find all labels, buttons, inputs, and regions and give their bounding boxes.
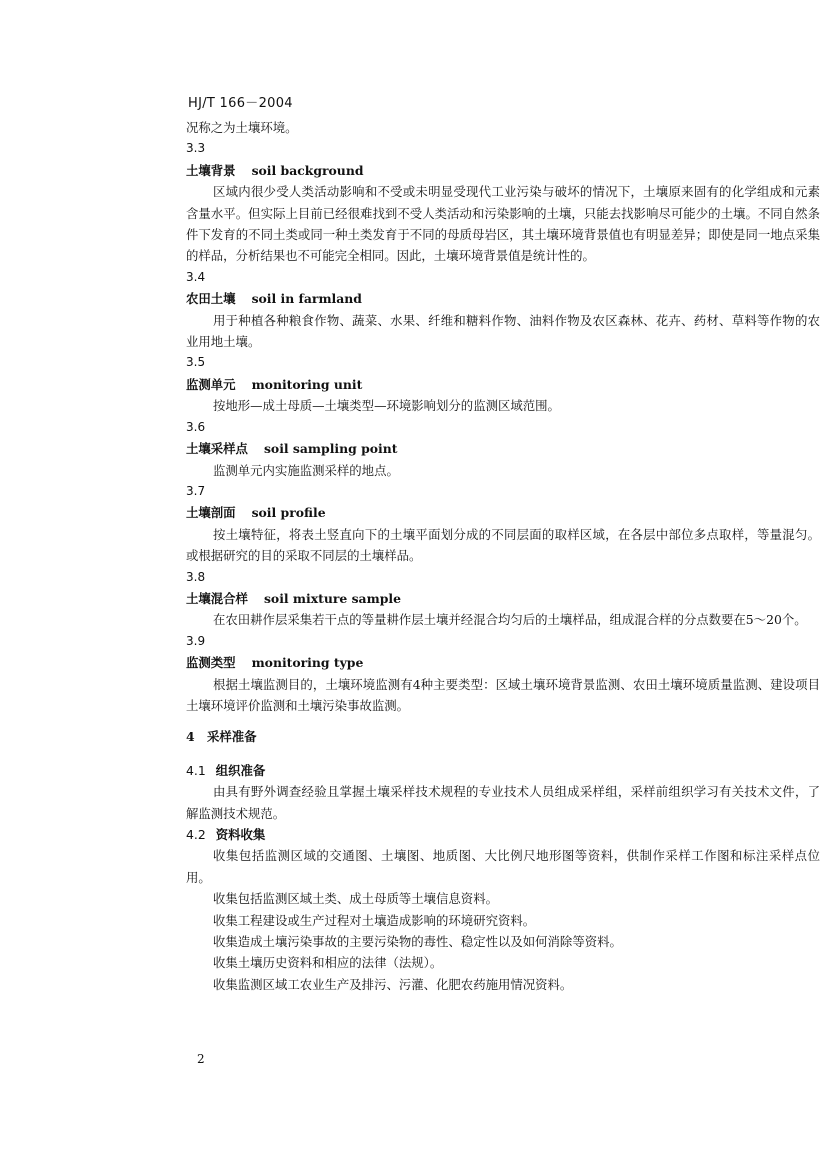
subsection-title: 组织准备 (215, 762, 266, 778)
term-heading (186, 160, 820, 181)
term-en: soil sampling point (263, 441, 398, 457)
definition-text: 根据土壤监测目的，土壤环境监测有4种主要类型：区域土壤环境背景监测、农田土壤环境质量监测、建设项目土壤环境评价监测和土壤污染事故监测。 (186, 676, 820, 713)
term-en: soil background (251, 162, 364, 178)
term-heading (186, 438, 820, 459)
definition-text: 监测单元内实施监测采样的地点。 (213, 462, 399, 478)
term-heading (186, 288, 820, 309)
subsection-4-2-text: 收集监测区域工农业生产及排污、污灌、化肥农药施用情况资料。 (213, 976, 573, 992)
continued-text: 况称之为土壤环境。 (186, 120, 298, 135)
term-heading (186, 652, 820, 673)
entry-3-4 (186, 267, 820, 353)
clause-number: 3.4 (186, 269, 206, 284)
definition-text: 按土壤特征，将表土竖直向下的土壤平面划分成的不同层面的取样区域，在各层中部位多点取样，等量混匀。或根据研究的目的采取不同层的土壤样品。 (186, 526, 820, 564)
subsection-4-2-text: 收集包括监测区域土类、成土母质等土壤信息资料。 (213, 891, 498, 907)
subsection-4-2-text: 收集工程建设或生产过程对土壤造成影响的环境研究资料。 (213, 912, 536, 928)
term-en: monitoring type (251, 655, 364, 671)
term-en: monitoring unit (251, 376, 363, 392)
document-body (186, 117, 820, 995)
clause-number: 3.3 (186, 141, 206, 156)
entry-3-6 (186, 417, 820, 481)
subsection-number: 4.2 (186, 827, 206, 842)
term-en: soil in farmland (251, 291, 362, 307)
term-heading (186, 374, 820, 395)
entry-3-9 (186, 631, 820, 717)
clause-number: 3.6 (186, 419, 206, 434)
clause-number: 3.7 (186, 483, 206, 498)
subsection-4-2-text: 收集造成土壤污染事故的主要污染物的毒性、稳定性以及如何消除等资料。 (213, 934, 622, 950)
subsection-title: 资料收集 (215, 827, 266, 842)
clause-number: 3.9 (186, 633, 206, 648)
term-cn: 土壤剖面 (186, 505, 236, 521)
term-en: soil profile (251, 505, 326, 521)
term-heading (186, 502, 820, 523)
term-en: soil mixture sample (263, 590, 401, 606)
subsection-4-2-heading (186, 824, 820, 845)
subsection-4-2-text: 收集土壤历史资料和相应的法律（法规）。 (213, 955, 443, 971)
term-cn: 监测类型 (186, 655, 236, 671)
subsection-number: 4.1 (186, 762, 206, 778)
entry-3-3 (186, 138, 820, 266)
entry-3-5 (186, 352, 820, 416)
clause-number: 3.8 (186, 569, 206, 584)
subsection-4-2-text: 收集包括监测区域的交通图、土壤图、地质图、大比例尺地形图等资料，供制作采样工作图和标注采样点位用。 (186, 848, 820, 885)
entry-3-8 (186, 567, 820, 631)
subsection-4-1-heading (186, 760, 820, 781)
definition-text: 用于种植各种粮食作物、蔬菜、水果、纤维和糖料作物、油料作物及农区森林、花卉、药材、草料等作物的农业用地土壤。 (186, 312, 820, 350)
definition-text: 区域内很少受人类活动影响和不受或未明显受现代工业污染与破坏的情况下，土壤原来固有的化学组成和元素含量水平。但实际上目前已经很难找到不受人类活动和污染影响的土壤，只能去找影响尽可能少的土壤。不同自然条件下发育的不同土类或同一种土类发育于不同的母质母岩区，其土壤环境背景值也有明显差异；即使是同一地点采集的样品，分析结果也不可能完全相同。因此，土壤环境背景值是统计性的。 (186, 184, 820, 264)
standard-code-header: HJ/T 166－2004 (188, 96, 293, 111)
entry-3-7 (186, 481, 820, 567)
definition-text: 在农田耕作层采集若干点的等量耕作层土壤并经混合均匀后的土壤样品，组成混合样的分点数要在5～20个。 (213, 612, 807, 628)
section-4-heading: 4 采样准备 (186, 729, 257, 745)
term-heading (186, 588, 820, 609)
definition-text: 按地形—成土母质—土壤类型—环境影响划分的监测区域范围。 (213, 398, 560, 414)
term-cn: 土壤混合样 (186, 590, 248, 606)
page-number: 2 (197, 1052, 205, 1066)
term-cn: 土壤背景 (186, 162, 236, 178)
term-cn: 农田土壤 (186, 291, 236, 307)
term-cn: 监测单元 (186, 376, 236, 392)
subsection-4-1-text: 由具有野外调查经验且掌握土壤采样技术规程的专业技术人员组成采样组，采样前组织学习有关技术文件，了解监测技术规范。 (186, 784, 820, 821)
clause-number: 3.5 (186, 355, 206, 370)
term-cn: 土壤采样点 (186, 441, 248, 457)
